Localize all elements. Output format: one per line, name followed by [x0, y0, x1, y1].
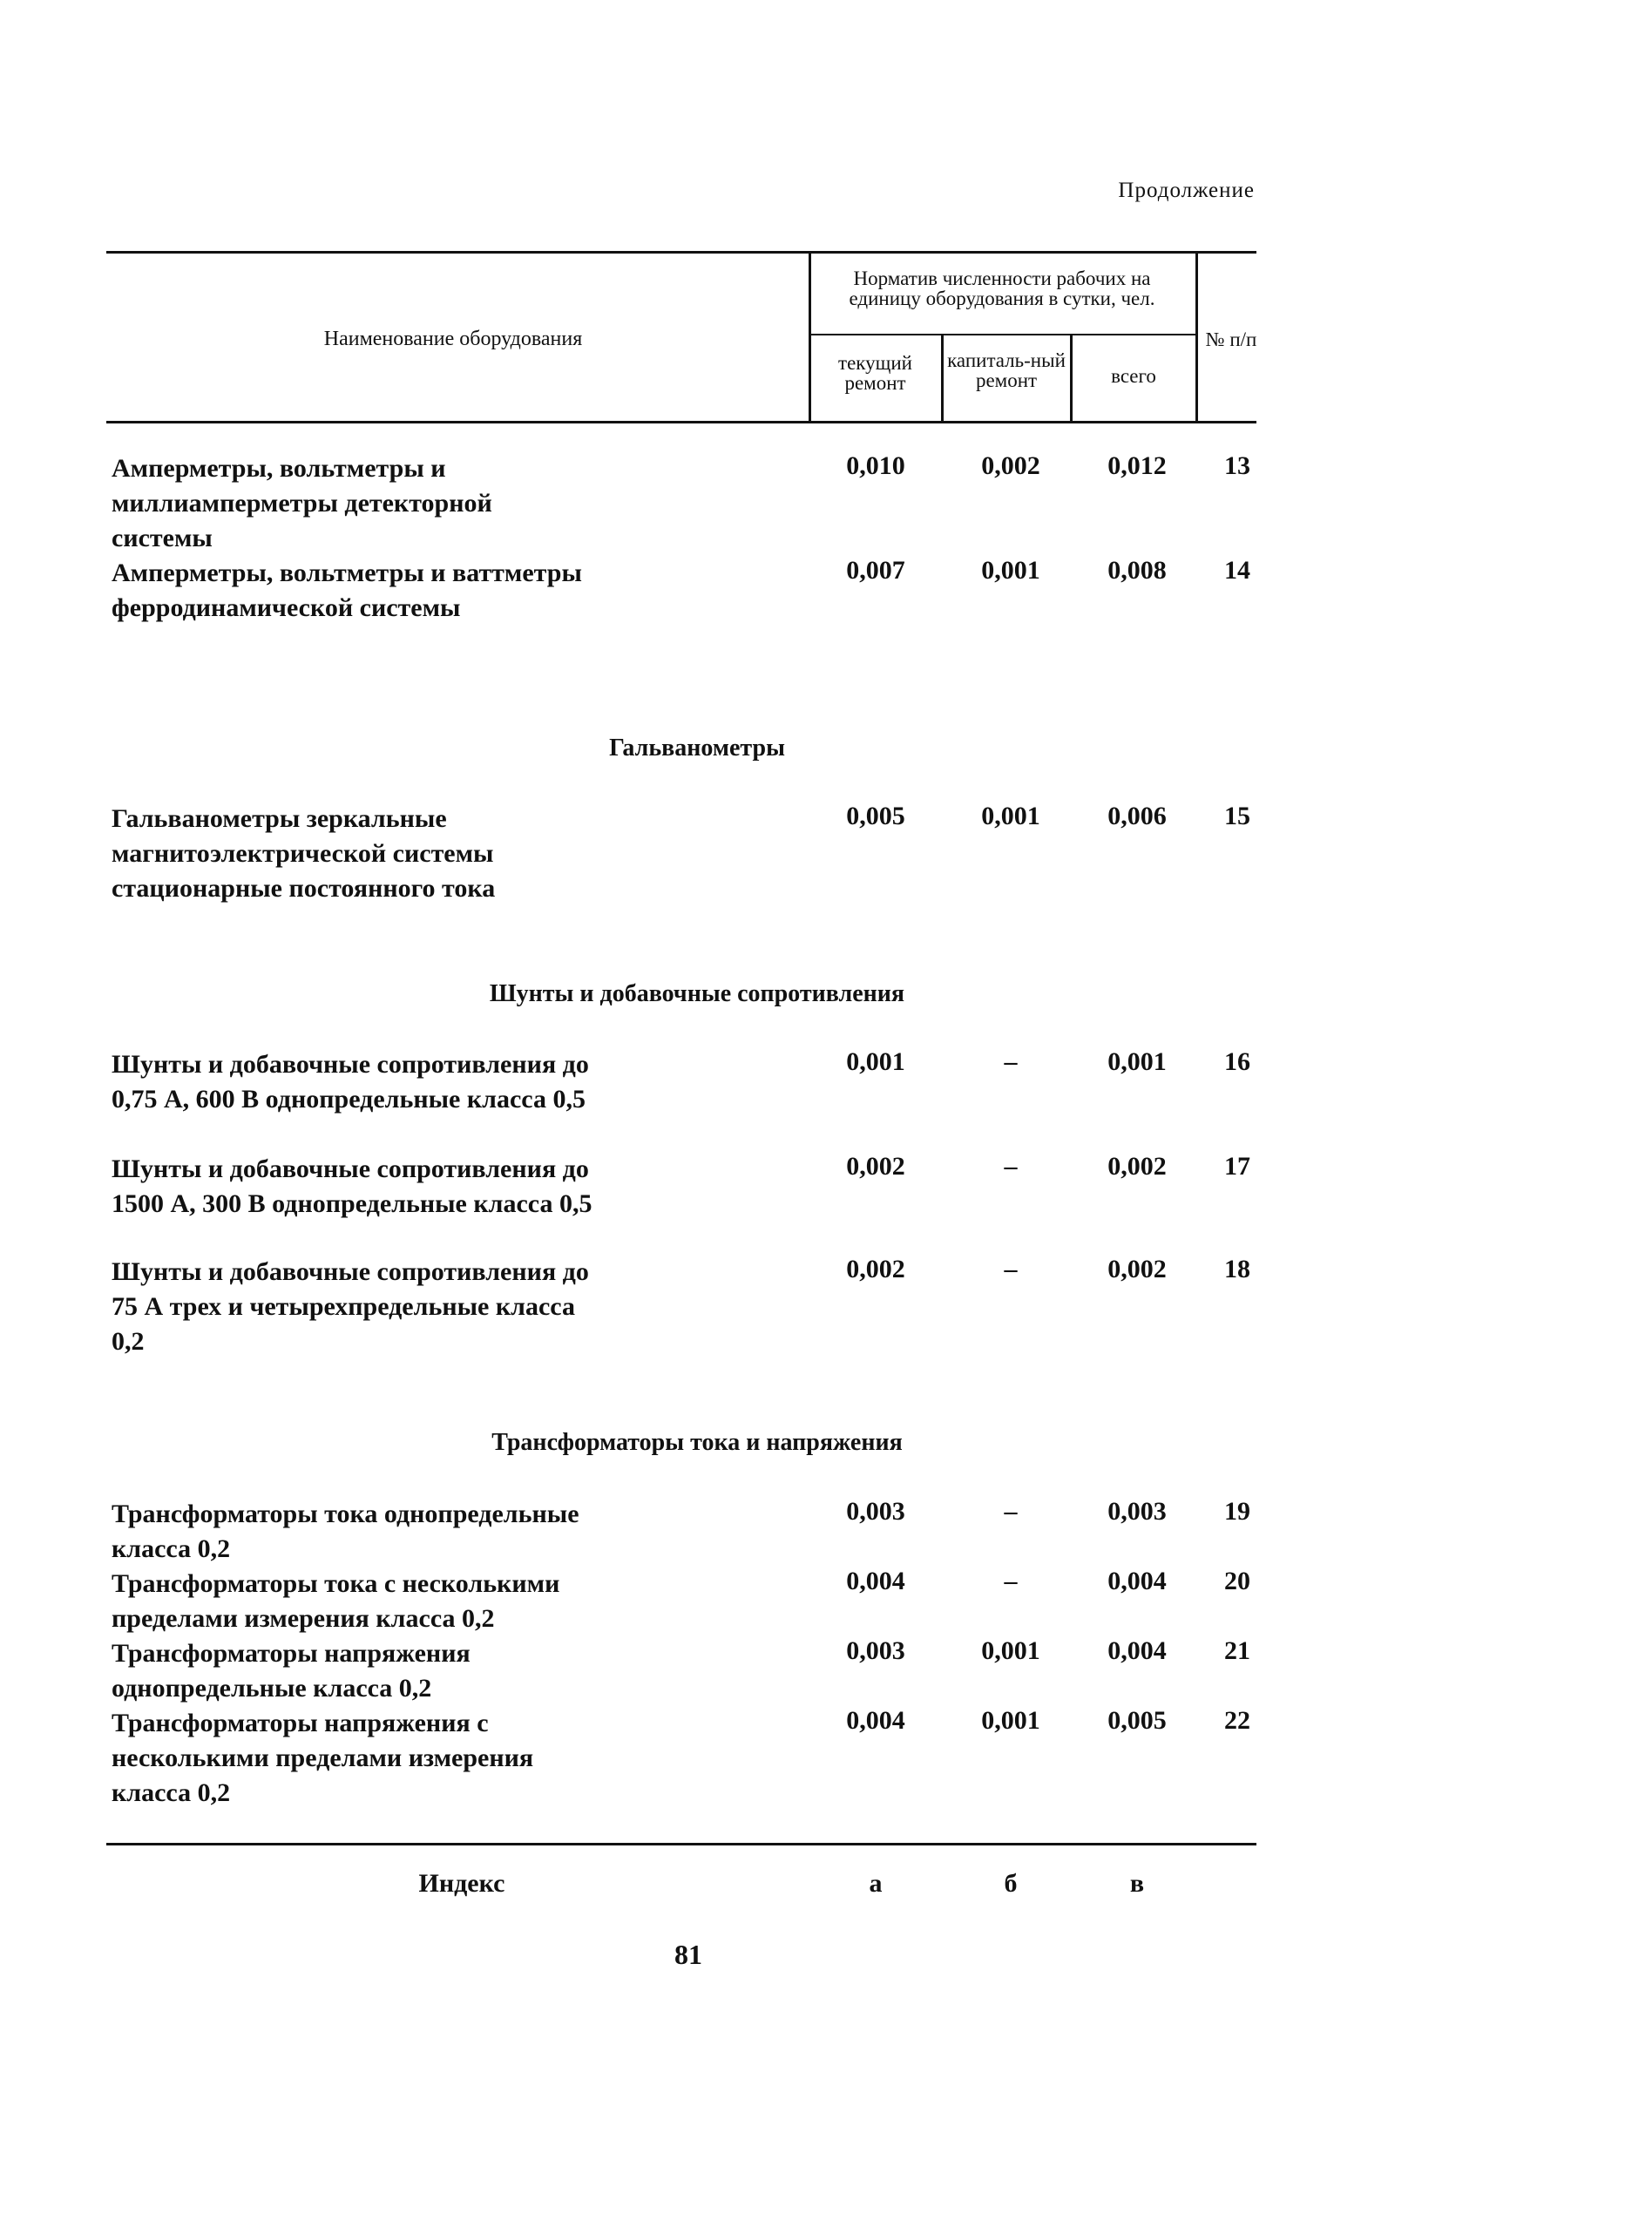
- row-20-number: 20: [1224, 1567, 1250, 1595]
- row-name-21: Трансформаторы напряжения однопредельные класса 0,2: [112, 1639, 471, 1703]
- row-20-total: 0,004: [1107, 1567, 1167, 1595]
- row-15-total: 0,006: [1107, 802, 1167, 830]
- row-21-total: 0,004: [1107, 1636, 1167, 1665]
- row-22-capital: 0,001: [981, 1706, 1040, 1735]
- row-name-15: Гальванометры зеркальные магнитоэлектрической системы стационарные постоянного тока: [112, 804, 496, 903]
- row-name-13: Амперметры, вольтметры и миллиамперметры детекторной системы: [112, 454, 492, 552]
- header-divider-3: [1070, 335, 1073, 423]
- index-a: а: [869, 1869, 883, 1898]
- section-galvanometers: Гальванометры: [609, 735, 785, 762]
- row-15-number: 15: [1224, 802, 1250, 830]
- row-19-number: 19: [1224, 1497, 1250, 1526]
- header-norm-group: Норматив численности рабочих на единицу оборудования в сутки, чел.: [849, 267, 1155, 309]
- row-22-current: 0,004: [846, 1706, 905, 1735]
- table-top-rule: [106, 251, 1256, 254]
- header-divider-1: [809, 253, 811, 423]
- row-17-number: 17: [1224, 1152, 1250, 1181]
- row-18-current: 0,002: [846, 1255, 905, 1283]
- row-14-number: 14: [1224, 556, 1250, 585]
- header-group-rule: [809, 334, 1196, 335]
- row-19-capital: –: [1004, 1497, 1018, 1526]
- row-name-22: Трансформаторы напряжения с несколькими пределами измерения класса 0,2: [112, 1709, 534, 1807]
- header-capital-repair: капиталь-ный ремонт: [947, 349, 1066, 391]
- header-divider-2: [941, 335, 944, 423]
- index-c: в: [1129, 1869, 1145, 1898]
- row-13-number: 13: [1224, 451, 1250, 480]
- row-16-number: 16: [1224, 1047, 1250, 1076]
- row-19-total: 0,003: [1107, 1497, 1167, 1526]
- row-17-capital: –: [1004, 1152, 1018, 1181]
- header-name-col: Наименование оборудования: [323, 328, 583, 350]
- row-18-number: 18: [1224, 1255, 1250, 1283]
- row-name-19: Трансформаторы тока однопредельные класса 0,2: [112, 1500, 579, 1563]
- section-shunts: Шунты и добавочные сопротивления: [489, 980, 905, 1007]
- row-14-total: 0,008: [1107, 556, 1167, 585]
- row-20-capital: –: [1004, 1567, 1018, 1595]
- header-total: всего: [1111, 365, 1156, 387]
- row-16-capital: –: [1004, 1047, 1018, 1076]
- row-18-capital: –: [1004, 1255, 1018, 1283]
- row-18-total: 0,002: [1107, 1255, 1167, 1283]
- row-13-current: 0,010: [846, 451, 905, 480]
- row-name-20: Трансформаторы тока с несколькими пределами измерения класса 0,2: [112, 1569, 560, 1633]
- row-20-current: 0,004: [846, 1567, 905, 1595]
- row-17-total: 0,002: [1107, 1152, 1167, 1181]
- row-name-17: Шунты и добавочные сопротивления до 1500 А, 300 В однопредельные класса 0,5: [112, 1155, 592, 1218]
- row-15-capital: 0,001: [981, 802, 1040, 830]
- row-21-capital: 0,001: [981, 1636, 1040, 1665]
- row-19-current: 0,003: [846, 1497, 905, 1526]
- index-label: Индекс: [418, 1869, 505, 1898]
- row-15-current: 0,005: [846, 802, 905, 830]
- row-name-16: Шунты и добавочные сопротивления до 0,75 А, 600 В однопредельные класса 0,5: [112, 1050, 589, 1114]
- row-name-18: Шунты и добавочные сопротивления до 75 А трех и четырехпредельные класса 0,2: [112, 1257, 589, 1356]
- row-17-current: 0,002: [846, 1152, 905, 1181]
- header-divider-4: [1195, 253, 1198, 423]
- row-16-current: 0,001: [846, 1047, 905, 1076]
- table-bottom-rule: [106, 1843, 1256, 1845]
- section-transformers: Трансформаторы тока и напряжения: [491, 1429, 903, 1456]
- index-b: б: [1004, 1869, 1018, 1898]
- header-bottom-rule: [106, 421, 1256, 423]
- continuation-note: Продолжение: [1118, 179, 1255, 202]
- row-14-current: 0,007: [846, 556, 905, 585]
- row-13-total: 0,012: [1107, 451, 1167, 480]
- row-21-current: 0,003: [846, 1636, 905, 1665]
- row-22-total: 0,005: [1107, 1706, 1167, 1735]
- row-name-14: Амперметры, вольтметры и ваттметры ферродинамической системы: [112, 559, 582, 622]
- row-21-number: 21: [1224, 1636, 1250, 1665]
- header-current-repair: текущий ремонт: [838, 352, 912, 394]
- row-22-number: 22: [1224, 1706, 1250, 1735]
- page-number: 81: [674, 1939, 702, 1970]
- row-16-total: 0,001: [1107, 1047, 1167, 1076]
- row-13-capital: 0,002: [981, 451, 1040, 480]
- header-number: № п/п: [1205, 328, 1257, 350]
- row-14-capital: 0,001: [981, 556, 1040, 585]
